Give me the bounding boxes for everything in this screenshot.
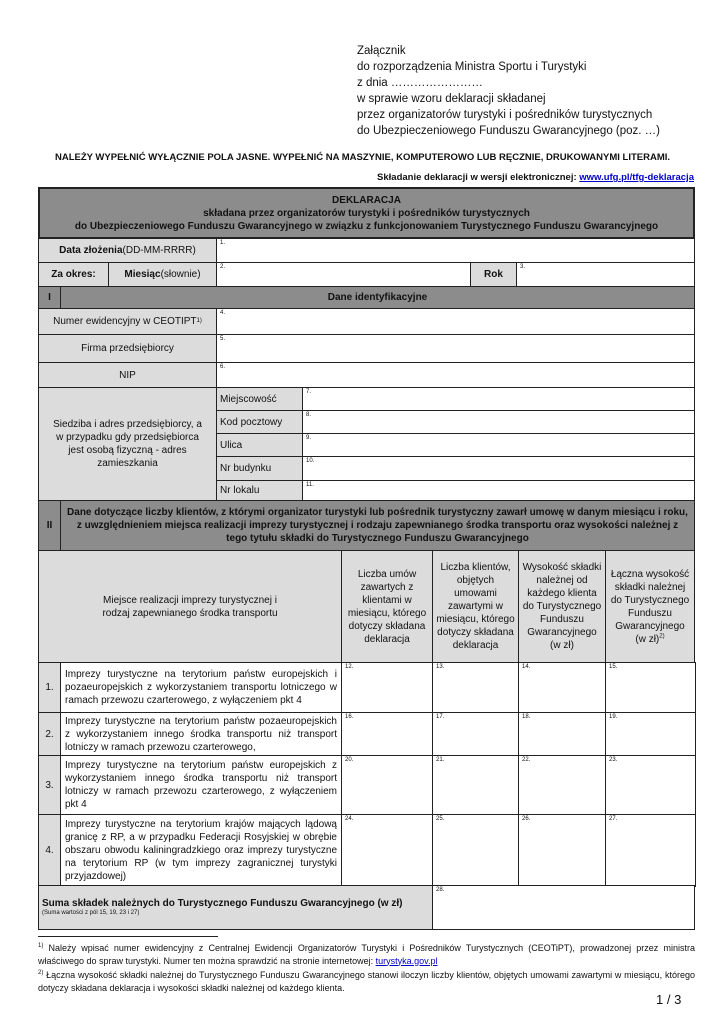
row-description: Imprezy turystyczne na terytorium państw europejskich z wykorzystaniem innego środka transportu niż transport lotniczy w ramach przewozu czarterowego, z wyłączeniem pkt 4 (60, 755, 342, 815)
row-number: 4. (38, 814, 61, 887)
row-field[interactable]: 13. (432, 662, 519, 713)
section2-number: II (38, 500, 61, 551)
address-field[interactable]: 11. (302, 480, 695, 501)
address-field[interactable]: 9. (302, 433, 695, 457)
row-number: 2. (38, 712, 61, 756)
address-field[interactable]: 10. (302, 456, 695, 481)
col-header-fee: Wysokość składki należnej od każdego klienta do Turystycznego Funduszu Gwarancyjnego (w zł) (518, 550, 606, 663)
month-label: Miesiąc (słownie) (108, 262, 217, 287)
row-field[interactable]: 15. (605, 662, 696, 713)
firm-field[interactable]: 5. (216, 334, 695, 363)
row-field[interactable]: 12. (341, 662, 433, 713)
month-field[interactable]: 2. (216, 262, 471, 287)
address-sublabel: Ulica (216, 433, 303, 457)
row-description: Imprezy turystyczne na terytorium państw europejskich i pozaeuropejskich z wykorzystaniem transportu lotniczego w ramach przewozu czarterowego, z wyłączeniem pkt 4 (60, 662, 342, 713)
row-description: Imprezy turystyczne na terytorium państw pozaeuropejskich z wykorzystaniem innego środka transportu niż transport lotniczy w ramach przewozu czarterowego, (60, 712, 342, 756)
footnote-2: $^{2)}$ Łączna wysokość składki należnej do Turystycznego Funduszu Gwarancyjnego stanowi iloczyn liczby klientów, objętych umowami zawartymi w miesiącu, którego dotyczy składana deklaracja i wysokości składki należnej od każdego klienta. (38, 970, 695, 993)
address-label: Siedziba i adres przedsiębiorcy, a w przypadku gdy przedsiębiorca jest osobą fizyczną - adres zamieszkania (38, 387, 217, 501)
annex-header: Załącznik do rozporządzenia Ministra Sportu i Turystyki z dnia …………………… w sprawie wzoru deklaracji składanej przez organizatorów turystyki i pośredników turystycznych do Ubezpieczeniowego Funduszu Gwarancyjnego (poz. …) (357, 45, 660, 137)
date-field[interactable]: 1. (216, 238, 695, 263)
date-label: Data złożenia (DD-MM-RRRR) (38, 238, 217, 263)
section1-title: Dane identyfikacyjne (60, 286, 695, 309)
row-description: Imprezy turystyczne na terytorium krajów mających lądową granicę z RP, a w przypadku Federacji Rosyjskiej w obrębie obszaru obwodu kaliningradzkiego oraz imprezy turystyczne na terytorium RP (w tym imprezy zagranicznej turystyki przyjazdowej) (60, 814, 342, 887)
col-header-contracts: Liczba umów zawartych z klientami w miesiącu, którego dotyczy składana deklaracja (341, 550, 433, 663)
address-sublabel: Nr budynku (216, 456, 303, 481)
electronic-submission: Składanie deklaracji w wersji elektronicznej: www.ufg.pl/tfg-deklaracja (377, 172, 694, 183)
year-field[interactable]: 3. (516, 262, 695, 287)
sum-label: Suma składek należnych do Turystycznego Funduszu Gwarancyjnego (w zł) (Suma wartości z pól 15, 19, 23 i 27) (38, 885, 433, 930)
nip-field[interactable]: 6. (216, 362, 695, 388)
col-header-clients: Liczba klientów, objętych umowami zawartymi w miesiącu, którego dotyczy składana deklaracja (432, 550, 519, 663)
row-field[interactable]: 24. (341, 814, 433, 887)
col-header-place: Miejsce realizacji imprezy turystycznej i rodzaj zapewnianego środka transportu (38, 550, 342, 663)
row-field[interactable]: 23. (605, 755, 696, 815)
declaration-title: DEKLARACJA składana przez organizatorów turystyki i pośredników turystycznych do Ubezpieczeniowego Funduszu Gwarancyjnego w związku z funkcjonowaniem Turystycznego Funduszu Gwarancyjnego (38, 187, 695, 239)
row-number: 1. (38, 662, 61, 713)
sum-field[interactable]: 28. (432, 885, 695, 930)
address-sublabel: Nr lokalu (216, 480, 303, 501)
ceotipt-field[interactable]: 4. (216, 308, 695, 335)
instruction: NALEŻY WYPEŁNIĆ WYŁĄCZNIE POLA JASNE. WYPEŁNIĆ NA MASZYNIE, KOMPUTEROWO LUB RĘCZNIE, DRUKOWANYMI LITERAMI. (54, 152, 671, 163)
row-field[interactable]: 27. (605, 814, 696, 887)
address-sublabel: Miejscowość (216, 387, 303, 411)
footnote-1: $^{1)}$ Należy wpisać numer ewidencyjny z Centralnej Ewidencji Organizatorów Turystyki i Pośredników Turystycznych (CEOTiPT), prowadzonej przez ministra właściwego do spraw turystyki. Numer ten można sprawdzić na stronie internetowej: turystyka.gov.pl (38, 943, 695, 966)
row-field[interactable]: 19. (605, 712, 696, 756)
row-field[interactable]: 20. (341, 755, 433, 815)
row-field[interactable]: 17. (432, 712, 519, 756)
footnote-divider (38, 936, 218, 937)
nip-label: NIP (38, 362, 217, 388)
electronic-link[interactable]: www.ufg.pl/tfg-deklaracja (579, 172, 694, 183)
row-field[interactable]: 14. (518, 662, 606, 713)
address-field[interactable]: 8. (302, 410, 695, 434)
row-field[interactable]: 22. (518, 755, 606, 815)
col-header-total: Łączna wysokość składki należnej do Turystycznego Funduszu Gwarancyjnego (w zł)$^{2)}$ (605, 550, 695, 663)
ceotipt-label: Numer ewidencyjny w CEOTIPT 1) (38, 308, 217, 335)
address-sublabel: Kod pocztowy (216, 410, 303, 434)
page-number: 1 / 3 (656, 992, 682, 1007)
row-field[interactable]: 18. (518, 712, 606, 756)
row-number: 3. (38, 755, 61, 815)
row-field[interactable]: 26. (518, 814, 606, 887)
firm-label: Firma przedsiębiorcy (38, 334, 217, 363)
section1-number: I (38, 286, 61, 309)
section2-title: Dane dotyczące liczby klientów, z którymi organizator turystyki lub pośrednik turystyczny zawarł umowę w danym miesiącu i roku, z uwzględnieniem miejsca realizacji imprezy turystycznej i rodzaju zapewnianego środka transportu oraz wysokości należnej z tego tytułu składki do Turystycznego Funduszu Gwarancyjnego (60, 500, 695, 551)
turystyka-link[interactable]: turystyka.gov.pl (375, 955, 438, 966)
row-field[interactable]: 25. (432, 814, 519, 887)
footnotes (38, 940, 695, 994)
row-field[interactable]: 16. (341, 712, 433, 756)
address-field[interactable]: 7. (302, 387, 695, 411)
year-label: Rok (470, 262, 517, 287)
row-field[interactable]: 21. (432, 755, 519, 815)
period-label: Za okres: (38, 262, 109, 287)
